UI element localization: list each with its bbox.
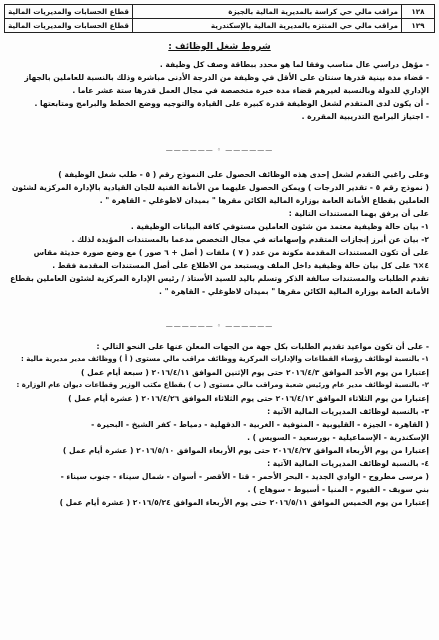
- schedule-line: ٢- بالنسبة لوظائف مدير عام ورئيس شعبة ومراقب مالي مستوى ( ب ) بقطاع مكتب الوزير وقطاعات ديوان عام الوزارة :: [16, 381, 429, 389]
- divider: —————— ◦ ——————: [165, 146, 274, 154]
- application-line: على أن يرفق بهما المستندات التالية :: [288, 209, 429, 218]
- condition-line: - أن يكون لدى المتقدم لشغل الوظيفة قدرة كبيرة على القيادة والتوجيه ووضع الخطط والبرامج ومتابعتها .: [34, 99, 429, 108]
- table-row: [5, 19, 435, 33]
- conditions-list: [9, 58, 429, 123]
- condition-line: - قضاء مدة بينية قدرها سنتان على الأقل في وظيفة من الدرجة الأدنى مباشرة وذلك بالنسبة للعاملين بالجهاز: [24, 73, 429, 82]
- sector-name: قطاع الحسابات والمديريات المالية: [5, 19, 133, 33]
- row-number: ١٢٩: [402, 19, 435, 33]
- schedule-line: ٤- بالنسبة لوظائف المديريات المالية الآتية :: [267, 459, 429, 468]
- application-line: تقدم الطلبات والمستندات سالفة الذكر وتسلم باليد للسيد الأستاذ / رئيس الإدارة المركزية لشئون العاملين بقطاع: [10, 274, 429, 283]
- application-line: ٢- بيان عن أبرز إنجازات المتقدم وإسهاماته في مجال التخصص مدعما بالمستندات المؤيدة لذلك .: [71, 235, 429, 244]
- schedule-line: إعتبارا من يوم الأحد الموافق ٢٠١٦/٤/٣ حتى يوم الإثنين الموافق ٢٠١٦/٤/١١ ( سبعة أيام عمل ): [80, 368, 429, 377]
- schedule-line: الإسكندرية - الإسماعيلية - بورسعيد - السويس ) .: [247, 433, 429, 442]
- application-line: الأمانة العامة بوزارة المالية الكائن مقرها " بميدان لاظوغلي - القاهرة " .: [159, 287, 429, 296]
- row-number: ١٢٨: [402, 5, 435, 19]
- schedule-line: إعتبارا من يوم الثلاثاء الموافق ٢٠١٦/٤/١٢ حتى يوم الثلاثاء الموافق ٢٠١٦/٤/٢٦ ( عشرة أيام عمل ): [68, 394, 429, 403]
- schedule-line: ١- بالنسبة لوظائف رؤساء القطاعات والإدارات المركزية ووظائف مراقب مالي مستوى ( أ ) ووظائف مدير مديرية مالية :: [21, 355, 429, 363]
- schedule-line: إعتبارا من يوم الأربعاء الموافق ٢٠١٦/٤/٢٧ حتى يوم الأربعاء الموافق ٢٠١٦/٥/١٠ ( عشرة أيام عمل ): [62, 446, 429, 455]
- position-title: مراقب مالي حي المنتزه بالمديرية المالية بالإسكندرية: [133, 19, 402, 33]
- schedule-line: ( القاهرة - الجيزة - القليوبية - المنوفية - الغربية - الدقهلية - دمياط - كفر الشيخ - البحيرة -: [91, 420, 429, 429]
- application-line: على أن تكون المستندات المقدمة مكونة من عدد ( ٧ ) ملفات ( أصل + ٦ صور ) مع وضع صورة حديثة مقاس: [33, 248, 429, 257]
- divider: —————— ◦ ——————: [165, 322, 274, 330]
- position-title: مراقب مالي حي كراسة بالمديرية المالية بالجيزة: [133, 5, 402, 19]
- schedule-line: إعتبارا من يوم الخميس الموافق ٢٠١٦/٥/١١ حتى يوم الأربعاء الموافق ٢٠١٦/٥/٢٤ ( عشرة أيام عمل ): [59, 498, 429, 507]
- application-line: ( نموذج رقم ٥ - تقدير الدرجات ) ويمكن الحصول عليهما من الأمانة الفنية للجان القيادية بالإدارة المركزية لشئون: [11, 183, 429, 192]
- application-section: [9, 168, 429, 298]
- schedule-line: ٣- بالنسبة لوظائف المديريات المالية الآتية :: [267, 407, 429, 416]
- condition-line: - اجتياز البرامج التدريبية المقررة .: [301, 112, 429, 121]
- schedule-section: [9, 340, 429, 509]
- positions-table: [4, 4, 435, 33]
- condition-line: الإداري للدولة وبالنسبة لغيرهم قضاء مدة خبرة متخصصة في مجال العمل قدرها ستة عشر عاما .: [72, 86, 429, 95]
- condition-line: - مؤهل دراسي عال مناسب وفقا لما هو محدد ببطاقة وصف كل وظيفة .: [159, 60, 429, 69]
- application-line: ١- بيان حالة وظيفية معتمد من شئون العاملين مستوفي كافة البيانات الوظيفية .: [130, 222, 429, 231]
- table-row: [5, 5, 435, 19]
- application-line: وعلى راغبي التقدم لشغل إحدى هذه الوظائف الحصول على النموذج رقم ( ٥ - طلب شغل الوظيفة ): [58, 170, 429, 179]
- schedule-line: ( مرسى مطروح - الوادي الجديد - البحر الأحمر - قنا - الأقصر - أسوان - شمال سيناء - جنوب سيناء -: [60, 472, 429, 481]
- schedule-line: بني سويف - الفيوم - المنيا - أسيوط - سوهاج ) .: [247, 485, 429, 494]
- sector-name: قطاع الحسابات والمديريات المالية: [5, 5, 133, 19]
- application-line: ٤×٦ على كل بيان حالة وظيفية داخل الملف ويستبعد من الاطلاع على أصل المستندات المقدمة فقط .: [52, 261, 429, 270]
- application-line: العاملين بقطاع الأمانة العامة بوزارة المالية الكائن مقرها " بميدان لاظوغلي - القاهرة " .: [99, 196, 429, 205]
- conditions-heading: شروط شغل الوظائف :: [168, 42, 271, 52]
- schedule-line: - على أن تكون مواعيد تقديم الطلبات بكل جهة من الجهات المعلن عنها على النحو التالي :: [96, 342, 429, 351]
